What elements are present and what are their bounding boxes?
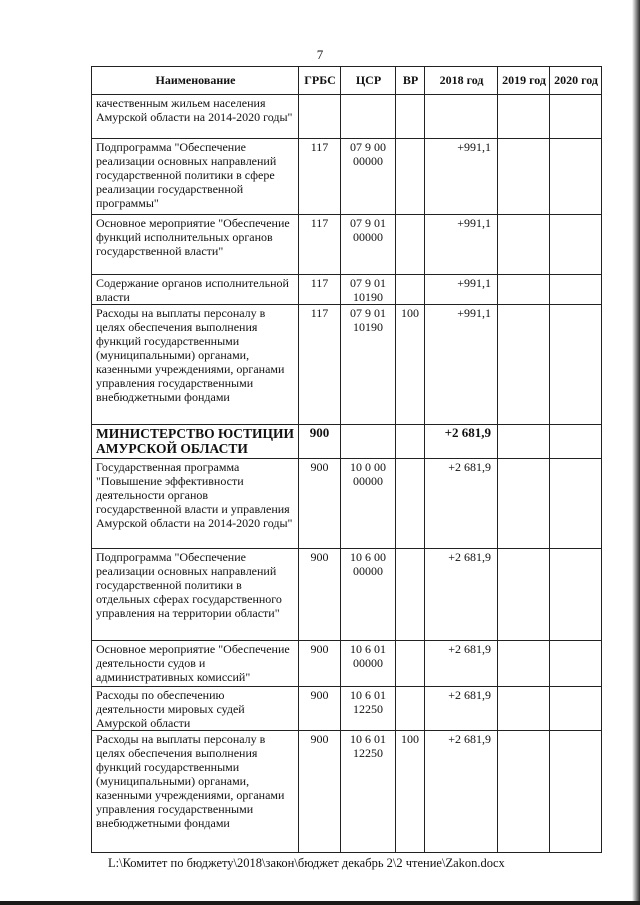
header-2019: 2019 год [498,67,550,95]
table-row [92,139,602,215]
table-header-row [92,67,602,95]
row-name: Подпрограмма "Обеспечение реализации основных направлений государственной политики в отдельных сферах государственного управления на территории области" [92,549,299,641]
row-vr [396,687,425,731]
row-vr [396,459,425,549]
row-2020 [550,139,602,215]
table-row [92,305,602,425]
row-2018: +991,1 [425,275,498,305]
row-2019 [498,275,550,305]
row-csr: 10 6 01 00000 [341,641,396,687]
row-2019 [498,215,550,275]
table-row [92,549,602,641]
row-grbs: 900 [299,687,341,731]
row-2020 [550,641,602,687]
row-vr [396,549,425,641]
scan-edge-shadow [632,0,640,905]
row-csr [341,425,396,459]
row-vr [396,139,425,215]
row-2019 [498,459,550,549]
row-vr: 100 [396,731,425,853]
row-2018 [425,95,498,139]
row-2020 [550,731,602,853]
table-row [92,459,602,549]
row-2019 [498,95,550,139]
scan-edge-bottom [0,901,640,905]
row-2019 [498,305,550,425]
row-name: Расходы на выплаты персоналу в целях обеспечения выполнения функций государственными (муниципальными) органами, казенными учреждениями, органами управления государственными внебюджетными фондами [92,731,299,853]
row-name: Государственная программа "Повышение эффективности деятельности органов государственной власти и управления Амурской области на 2014-2020 годы" [92,459,299,549]
row-2019 [498,425,550,459]
row-2018: +2 681,9 [425,459,498,549]
row-name: Содержание органов исполнительной власти [92,275,299,305]
row-csr [341,95,396,139]
row-2018: +991,1 [425,215,498,275]
row-csr: 07 9 00 00000 [341,139,396,215]
row-grbs: 900 [299,459,341,549]
footer-file-path: L:\Комитет по бюджету\2018\закон\бюджет декабрь 2\2 чтение\Zakon.docx [108,856,505,870]
row-grbs: 900 [299,425,341,459]
row-vr: 100 [396,305,425,425]
table-row [92,687,602,731]
row-grbs: 900 [299,731,341,853]
header-grbs: ГРБС [299,67,341,95]
header-2020: 2020 год [550,67,602,95]
row-2018: +2 681,9 [425,731,498,853]
row-2019 [498,731,550,853]
table-row [92,641,602,687]
row-name: Расходы по обеспечению деятельности мировых судей Амурской области [92,687,299,731]
row-name: качественным жильем населения Амурской области на 2014-2020 годы" [92,95,299,139]
row-2020 [550,305,602,425]
row-csr: 10 6 01 12250 [341,687,396,731]
row-vr [396,641,425,687]
row-name: Подпрограмма "Обеспечение реализации основных направлений государственной политики в сфере реализации государственной программы" [92,139,299,215]
row-2020 [550,95,602,139]
row-grbs [299,95,341,139]
row-vr [396,275,425,305]
table-row [92,215,602,275]
row-grbs: 900 [299,549,341,641]
row-2018: +2 681,9 [425,641,498,687]
row-csr: 07 9 01 10190 [341,275,396,305]
budget-table [91,66,602,853]
row-2020 [550,549,602,641]
row-csr: 07 9 01 00000 [341,215,396,275]
row-name: Основное мероприятие "Обеспечение функций исполнительных органов государственной власти" [92,215,299,275]
table-row [92,95,602,139]
page-number: 7 [316,47,324,62]
row-2018: +2 681,9 [425,687,498,731]
row-2020 [550,275,602,305]
row-name: Расходы на выплаты персоналу в целях обеспечения выполнения функций государственными (муниципальными) органами, казенными учреждениями, органами управления государственными внебюджетными фондами [92,305,299,425]
row-grbs: 117 [299,215,341,275]
row-csr: 07 9 01 10190 [341,305,396,425]
row-name: МИНИСТЕРСТВО ЮСТИЦИИ АМУРСКОЙ ОБЛАСТИ [92,425,299,459]
header-name: Наименование [92,67,299,95]
table-row-ministry [92,425,602,459]
row-2019 [498,549,550,641]
row-grbs: 117 [299,275,341,305]
row-2020 [550,425,602,459]
row-2020 [550,687,602,731]
row-2018: +991,1 [425,305,498,425]
row-2019 [498,139,550,215]
row-name: Основное мероприятие "Обеспечение деятельности судов и административных комиссий" [92,641,299,687]
row-grbs: 117 [299,139,341,215]
table-row [92,731,602,853]
row-vr [396,215,425,275]
header-csr: ЦСР [341,67,396,95]
row-2020 [550,215,602,275]
row-2018: +2 681,9 [425,549,498,641]
row-2018: +2 681,9 [425,425,498,459]
row-2020 [550,459,602,549]
table-row [92,275,602,305]
row-vr [396,425,425,459]
row-2019 [498,687,550,731]
header-vr: ВР [396,67,425,95]
row-grbs: 117 [299,305,341,425]
row-2018: +991,1 [425,139,498,215]
row-2019 [498,641,550,687]
row-csr: 10 6 01 12250 [341,731,396,853]
header-2018: 2018 год [425,67,498,95]
row-csr: 10 6 00 00000 [341,549,396,641]
row-csr: 10 0 00 00000 [341,459,396,549]
row-grbs: 900 [299,641,341,687]
row-vr [396,95,425,139]
